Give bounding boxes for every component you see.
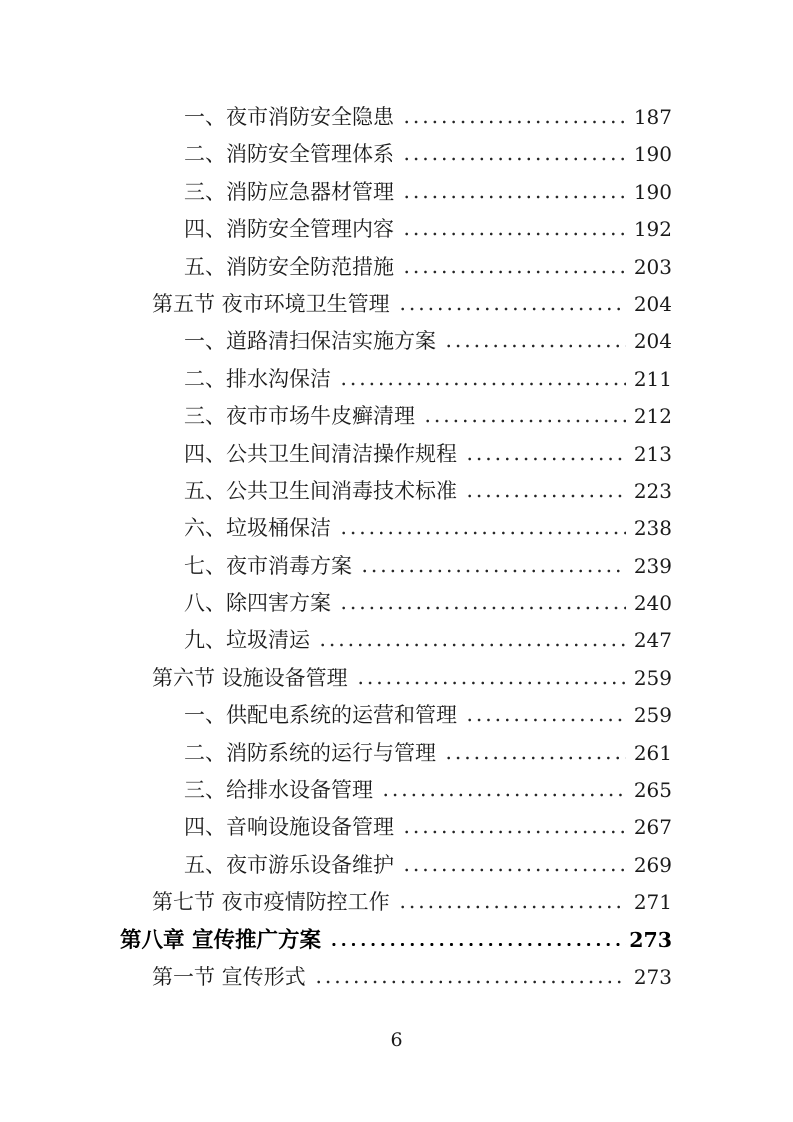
toc-entry-label: 第六节 设施设备管理 <box>152 665 348 690</box>
toc-entry <box>120 249 672 286</box>
dot-leader <box>444 756 626 760</box>
dot-leader <box>398 905 626 909</box>
toc-entry-label: 四、音响设施设备管理 <box>184 815 394 840</box>
toc-entry-page: 203 <box>633 254 672 279</box>
toc-entry-page: 259 <box>633 703 672 728</box>
toc-entry <box>120 174 672 211</box>
toc-entry <box>120 136 672 173</box>
dot-leader <box>314 980 626 984</box>
toc-entry-page: 238 <box>633 516 672 541</box>
toc-entry <box>120 286 672 323</box>
toc-entry <box>120 323 672 360</box>
toc-entry <box>120 660 672 697</box>
dot-leader <box>402 270 626 274</box>
dot-leader <box>339 382 626 386</box>
dot-leader <box>423 419 626 423</box>
toc-entry-page: 190 <box>633 142 672 167</box>
toc-entry-label: 二、消防安全管理体系 <box>184 142 394 167</box>
toc-entry-page: 273 <box>633 964 672 989</box>
toc-entry-page: 267 <box>633 815 672 840</box>
toc-entry <box>120 735 672 772</box>
toc-entry-page: 269 <box>633 852 672 877</box>
dot-leader <box>402 157 626 161</box>
dot-leader <box>398 307 626 311</box>
toc-entry <box>120 809 672 846</box>
toc-entry <box>120 772 672 809</box>
toc-entry <box>120 99 672 136</box>
toc-entry-label: 二、消防系统的运行与管理 <box>184 740 436 765</box>
dot-leader <box>465 457 626 461</box>
toc-entry-page: 265 <box>633 778 672 803</box>
toc-entry-label: 七、夜市消毒方案 <box>184 553 352 578</box>
toc-entry-page: 211 <box>633 366 672 391</box>
toc-entry-page: 190 <box>633 179 672 204</box>
toc-entry-label: 第一节 宣传形式 <box>152 964 306 989</box>
toc-entry-label: 四、消防安全管理内容 <box>184 217 394 242</box>
toc-entry-page: 271 <box>633 890 672 915</box>
toc-entry-label: 第八章 宣传推广方案 <box>120 927 321 953</box>
toc-entry-page: 192 <box>633 217 672 242</box>
dot-leader <box>465 718 626 722</box>
toc-entry-label: 三、夜市市场牛皮癣清理 <box>184 404 415 429</box>
toc-entry-label: 六、垃圾桶保洁 <box>184 516 331 541</box>
toc-entry <box>120 847 672 884</box>
dot-leader <box>402 120 626 124</box>
toc-entry-page: 223 <box>633 478 672 503</box>
footer-page-number: 6 <box>390 1029 403 1051</box>
toc-entry-label: 第五节 夜市环境卫生管理 <box>152 291 390 316</box>
toc-entry <box>120 436 672 473</box>
toc-entry <box>120 398 672 435</box>
dot-leader <box>339 606 626 610</box>
toc-entry <box>120 361 672 398</box>
toc-entry-page: 239 <box>633 553 672 578</box>
toc-entry <box>120 473 672 510</box>
toc-entry <box>120 884 672 921</box>
toc-entry-label: 一、夜市消防安全隐患 <box>184 105 394 129</box>
dot-leader <box>465 494 626 498</box>
dot-leader <box>402 830 626 834</box>
dot-leader <box>402 868 626 872</box>
toc-entry-label: 二、排水沟保洁 <box>184 366 331 391</box>
toc-entry-label: 九、垃圾清运 <box>184 628 310 653</box>
toc-entry-label: 五、消防安全防范措施 <box>184 254 394 279</box>
toc-entry-page: 204 <box>633 291 672 316</box>
toc-entry-label: 三、消防应急器材管理 <box>184 179 394 204</box>
toc-entry <box>120 548 672 585</box>
toc-entry-page: 212 <box>633 404 672 429</box>
toc-entry-label: 五、夜市游乐设备维护 <box>184 852 394 877</box>
dot-leader <box>339 531 626 535</box>
toc-entry-label: 五、公共卫生间消毒技术标准 <box>184 478 457 503</box>
toc-entry <box>120 211 672 248</box>
toc-entry-label: 三、给排水设备管理 <box>184 778 373 803</box>
toc-entry-page: 240 <box>633 591 672 616</box>
toc-entry-page: 247 <box>633 628 672 653</box>
toc-entry-page: 213 <box>633 441 672 466</box>
toc-entry <box>120 585 672 622</box>
toc <box>120 99 672 996</box>
toc-entry <box>120 922 672 959</box>
dot-leader <box>329 942 626 947</box>
toc-entry-label: 一、道路清扫保洁实施方案 <box>184 329 436 354</box>
toc-entry-page: 261 <box>633 740 672 765</box>
dot-leader <box>360 569 626 573</box>
toc-entry-page: 204 <box>633 329 672 354</box>
toc-entry-label: 四、公共卫生间清洁操作规程 <box>184 441 457 466</box>
dot-leader <box>444 344 626 348</box>
toc-entry-label: 第七节 夜市疫情防控工作 <box>152 890 390 915</box>
toc-entry-page: 259 <box>633 665 672 690</box>
dot-leader <box>381 793 626 797</box>
toc-entry-page: 273 <box>629 927 672 952</box>
dot-leader <box>318 643 626 647</box>
toc-entry-label: 一、供配电系统的运营和管理 <box>184 703 457 728</box>
toc-entry <box>120 959 672 996</box>
dot-leader <box>402 232 626 236</box>
toc-entry <box>120 622 672 659</box>
dot-leader <box>356 681 626 685</box>
toc-entry <box>120 510 672 547</box>
toc-entry-label: 八、除四害方案 <box>184 591 331 616</box>
toc-entry-page: 187 <box>633 105 672 129</box>
toc-entry <box>120 697 672 734</box>
dot-leader <box>402 195 626 199</box>
